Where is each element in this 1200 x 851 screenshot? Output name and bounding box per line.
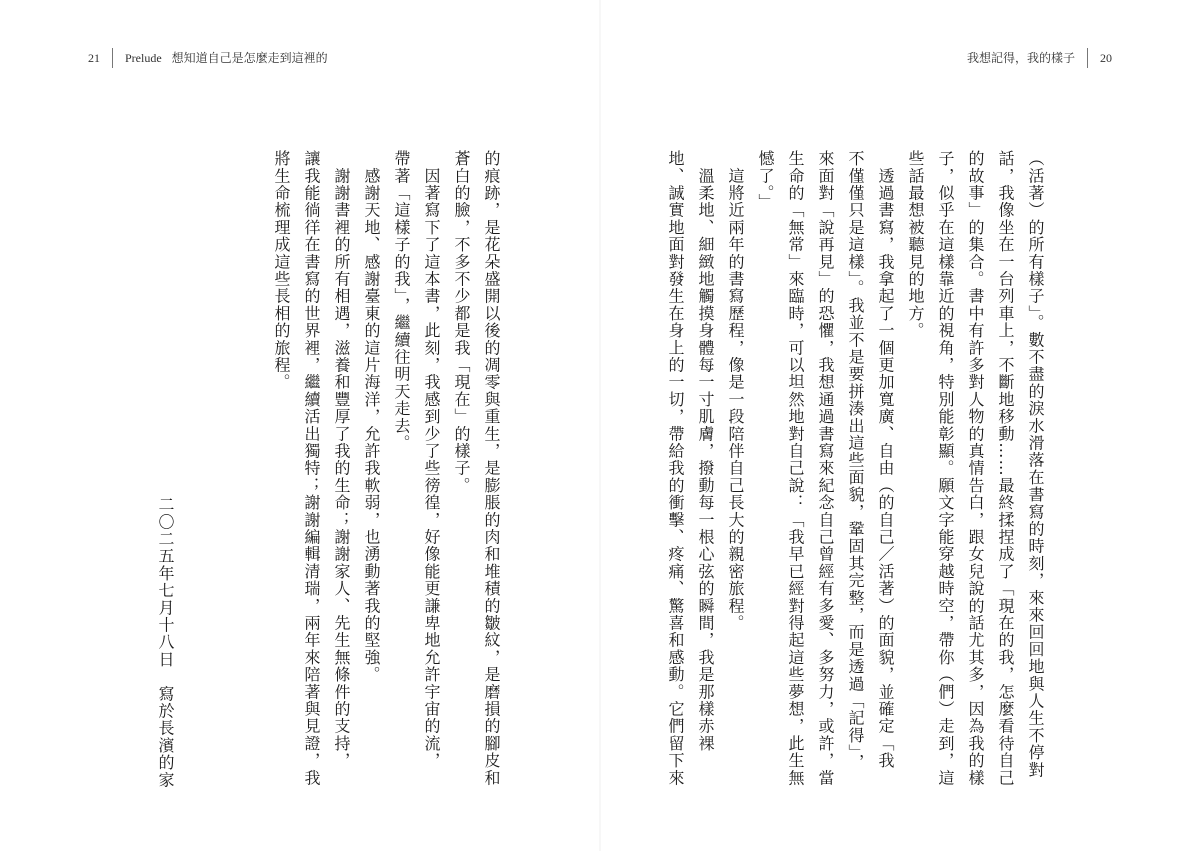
right-page-body [660,150,1050,787]
header-divider [1087,48,1088,68]
text-column: 讓我能徜徉在書寫的世界裡，繼續活出獨特；謝謝編輯清瑞，兩年來陪著與見證，我 [302,150,321,787]
right-page-header [967,48,1112,68]
text-column: 因著寫下了這本書，此刻，我感到少了些徬徨，好像能更謙卑地允許宇宙的流， [422,150,441,770]
text-column: 將生命梳理成這些長相的旅程。 [272,150,291,391]
left-page-body [266,150,506,787]
text-column: 來面對「說再見」的恐懼，我想通過書寫來紀念自己曾經有多愛、多努力，或許，當 [816,150,835,787]
text-column: 不僅僅只是這樣」。我並不是要拼湊出這些面貌，鞏固其完整，而是透過「記得」， [846,150,865,771]
text-column: 子，似乎在這樣靠近的視角，特別能彰顯。願文字能穿越時空，帶你（們）走到，這 [936,150,955,787]
text-column: （活著）的所有樣子」。數不盡的淚水滑落在書寫的時刻，來來回回地與人生不停對 [1026,150,1045,779]
text-column: 的故事」的集合。書中有許多對人物的真情告白，跟女兒說的話尤其多，因為我的樣 [966,150,985,787]
right-chapter-title: 我想記得，我的樣子 [966,51,1075,65]
text-column: 生命的「無常」來臨時，可以坦然地對自己說：「我早已經對得起這些夢想，此生無 [786,150,805,787]
left-section-label: Prelude [125,51,162,65]
text-column: 話，我像坐在一台列車上，不斷地移動……最終揉捏成了「現在的我，怎麼看待自己 [996,150,1015,787]
text-column: 的痕跡，是花朵盛開以後的凋零與重生，是膨脹的肉和堆積的皺紋，是磨損的腳皮和 [482,150,501,787]
text-column: 溫柔地、細緻地觸摸身體每一寸肌膚，撥動每一根心弦的瞬間，我是那樣赤裸 [696,150,715,752]
text-column: 帶著「這樣子的我」，繼續往明天走去。 [392,150,411,452]
text-column: 感謝天地、感謝臺東的這片海洋，允許我軟弱，也湧動著我的堅強。 [362,150,381,684]
text-column: 蒼白的臉，不多不少都是我「現在」的樣子。 [452,150,471,494]
left-section-title: 想知道自己是怎麼走到這裡的 [171,51,328,65]
page-gutter [599,0,601,851]
text-column: 憾了。」 [756,150,775,211]
left-page-header [88,48,328,68]
right-page-number: 20 [1100,51,1112,65]
text-column: 謝謝書裡的所有相遇，滋養和豐厚了我的生命；謝謝家人、先生無條件的支持， [332,150,351,770]
left-page-number: 21 [88,51,100,65]
text-column: 透過書寫，我拿起了一個更加寬廣、自由（的自己／活著）的面貌，並確定「我 [876,150,895,770]
text-column: 這將近兩年的書寫歷程，像是一段陪伴自己長大的親密旅程。 [726,150,745,632]
text-column: 些話最想被聽見的地方。 [906,150,925,340]
date-signature: 二〇二五年七月十八日 寫於長濱的家 [156,496,175,789]
text-column: 地、誠實地面對發生在身上的一切，帶給我的衝擊、疼痛、驚喜和感動。它們留下來 [666,150,685,787]
header-divider [112,48,113,68]
